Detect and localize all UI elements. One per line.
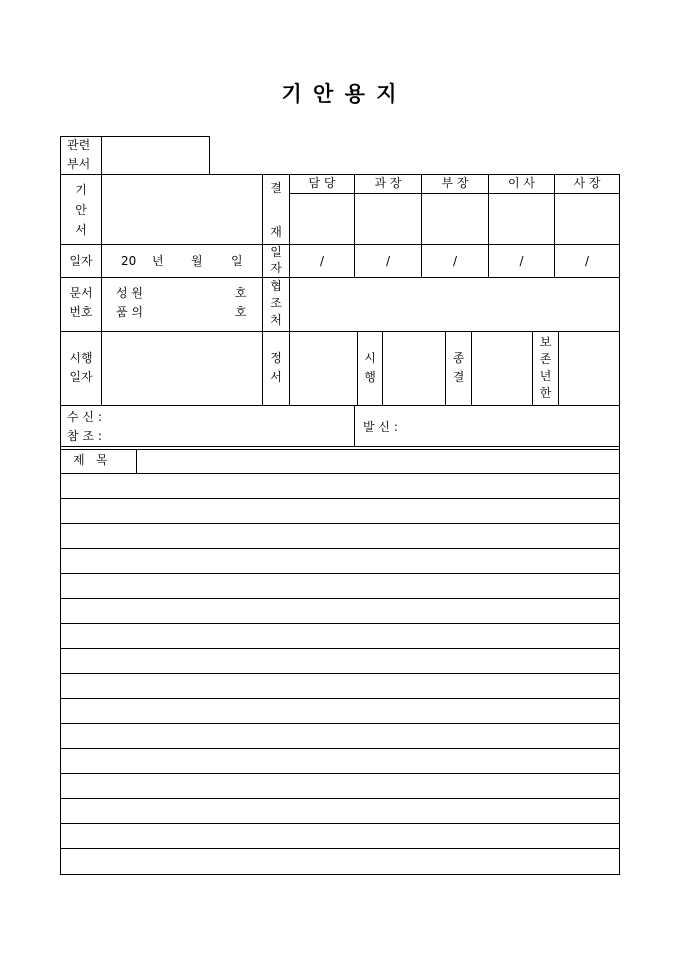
fair-copy-label-1: 정 [270, 351, 282, 365]
date-year-unit: 년 [152, 254, 164, 268]
fair-copy-field[interactable] [290, 332, 356, 405]
ruled-line [60, 648, 619, 649]
subject-field[interactable] [137, 450, 619, 473]
execution-label-1: 시 [364, 351, 376, 365]
approver-dept-head-label: 부 장 [441, 176, 469, 190]
sign-box-president[interactable] [555, 194, 619, 244]
drafter-label-3: 서 [75, 223, 87, 237]
doc-number-label-1: 문서 [69, 286, 93, 300]
subject-label: 제 목 [73, 453, 108, 467]
execution-label-2: 행 [364, 370, 376, 384]
ruled-line [60, 748, 619, 749]
page-title: 기 안 용 지 [281, 81, 399, 106]
doc-number-label-2: 번호 [69, 305, 93, 319]
approval-date-dept-head[interactable]: / [452, 254, 458, 268]
approval-label-1: 결 [270, 181, 282, 195]
sign-box-manager[interactable] [355, 194, 421, 244]
approval-date-director[interactable]: / [519, 254, 524, 268]
date-label: 일자 [69, 254, 93, 268]
retention-label-2: 존 [539, 352, 552, 366]
recipient-label: 수 신 : [67, 410, 102, 424]
exec-date-field[interactable] [102, 332, 261, 405]
retention-label-4: 한 [539, 386, 552, 400]
reference-label: 참 조 : [67, 429, 102, 443]
date-year-prefix: 20 [121, 254, 137, 268]
ruled-line [60, 498, 619, 499]
approval-date-label-1: 일 [270, 245, 282, 259]
execution-field[interactable] [383, 332, 444, 405]
retention-label-1: 보 [539, 335, 552, 349]
approver-director-label: 이 사 [508, 176, 535, 190]
cooperation-label-2: 조 [270, 296, 282, 310]
date-month-unit: 월 [191, 254, 203, 268]
retention-field[interactable] [559, 332, 619, 405]
sign-box-director[interactable] [489, 194, 554, 244]
retention-label-3: 년 [539, 369, 552, 383]
final-label-2: 결 [452, 370, 465, 384]
ruled-line [60, 848, 619, 849]
cooperation-label-1: 협 [270, 279, 282, 293]
approval-label-2: 재 [270, 225, 282, 239]
body-writing-area[interactable] [61, 474, 619, 874]
ruled-line [60, 548, 619, 549]
date-day-unit: 일 [231, 254, 243, 268]
ruled-line [60, 573, 619, 574]
related-dept-field[interactable] [102, 137, 208, 173]
related-dept-label-1: 관련 [67, 138, 91, 152]
ruled-line [60, 798, 619, 799]
drafter-label-1: 기 [75, 183, 87, 197]
ruled-line [60, 773, 619, 774]
sign-box-dept-head[interactable] [422, 194, 488, 244]
approval-date-manager[interactable]: / [385, 254, 391, 268]
ruled-line [60, 523, 619, 524]
exec-date-label-1: 시행 [69, 351, 93, 365]
ruled-line [60, 698, 619, 699]
cooperation-field[interactable] [290, 278, 619, 331]
related-dept-label-2: 부서 [67, 157, 91, 171]
cooperation-label-3: 처 [270, 313, 282, 327]
approval-date-label-2: 자 [270, 261, 282, 275]
approval-date-president[interactable]: / [584, 254, 590, 268]
doc-number-unit-1: 호 [235, 286, 247, 300]
sign-box-staff[interactable] [290, 194, 354, 244]
approval-date-staff[interactable]: / [319, 254, 325, 268]
ruled-line [60, 723, 619, 724]
doc-number-unit-2: 호 [235, 305, 247, 319]
final-label-1: 종 [452, 351, 465, 365]
doc-type-proposal: 품 의 [116, 305, 143, 319]
approver-manager-label: 과 장 [374, 176, 402, 190]
ruled-line [60, 623, 619, 624]
ruled-line [60, 673, 619, 674]
doc-type-request: 성 원 [116, 286, 143, 300]
drafter-label-2: 안 [75, 203, 87, 217]
sender-label: 발 신 : [363, 420, 398, 434]
ruled-line [60, 823, 619, 824]
approver-president-label: 사 장 [573, 176, 601, 190]
ruled-line [60, 598, 619, 599]
exec-date-label-2: 일자 [69, 370, 93, 384]
drafter-field[interactable] [102, 175, 261, 243]
final-field[interactable] [472, 332, 531, 405]
fair-copy-label-2: 서 [270, 370, 282, 384]
approver-staff-label: 담 당 [308, 176, 336, 190]
